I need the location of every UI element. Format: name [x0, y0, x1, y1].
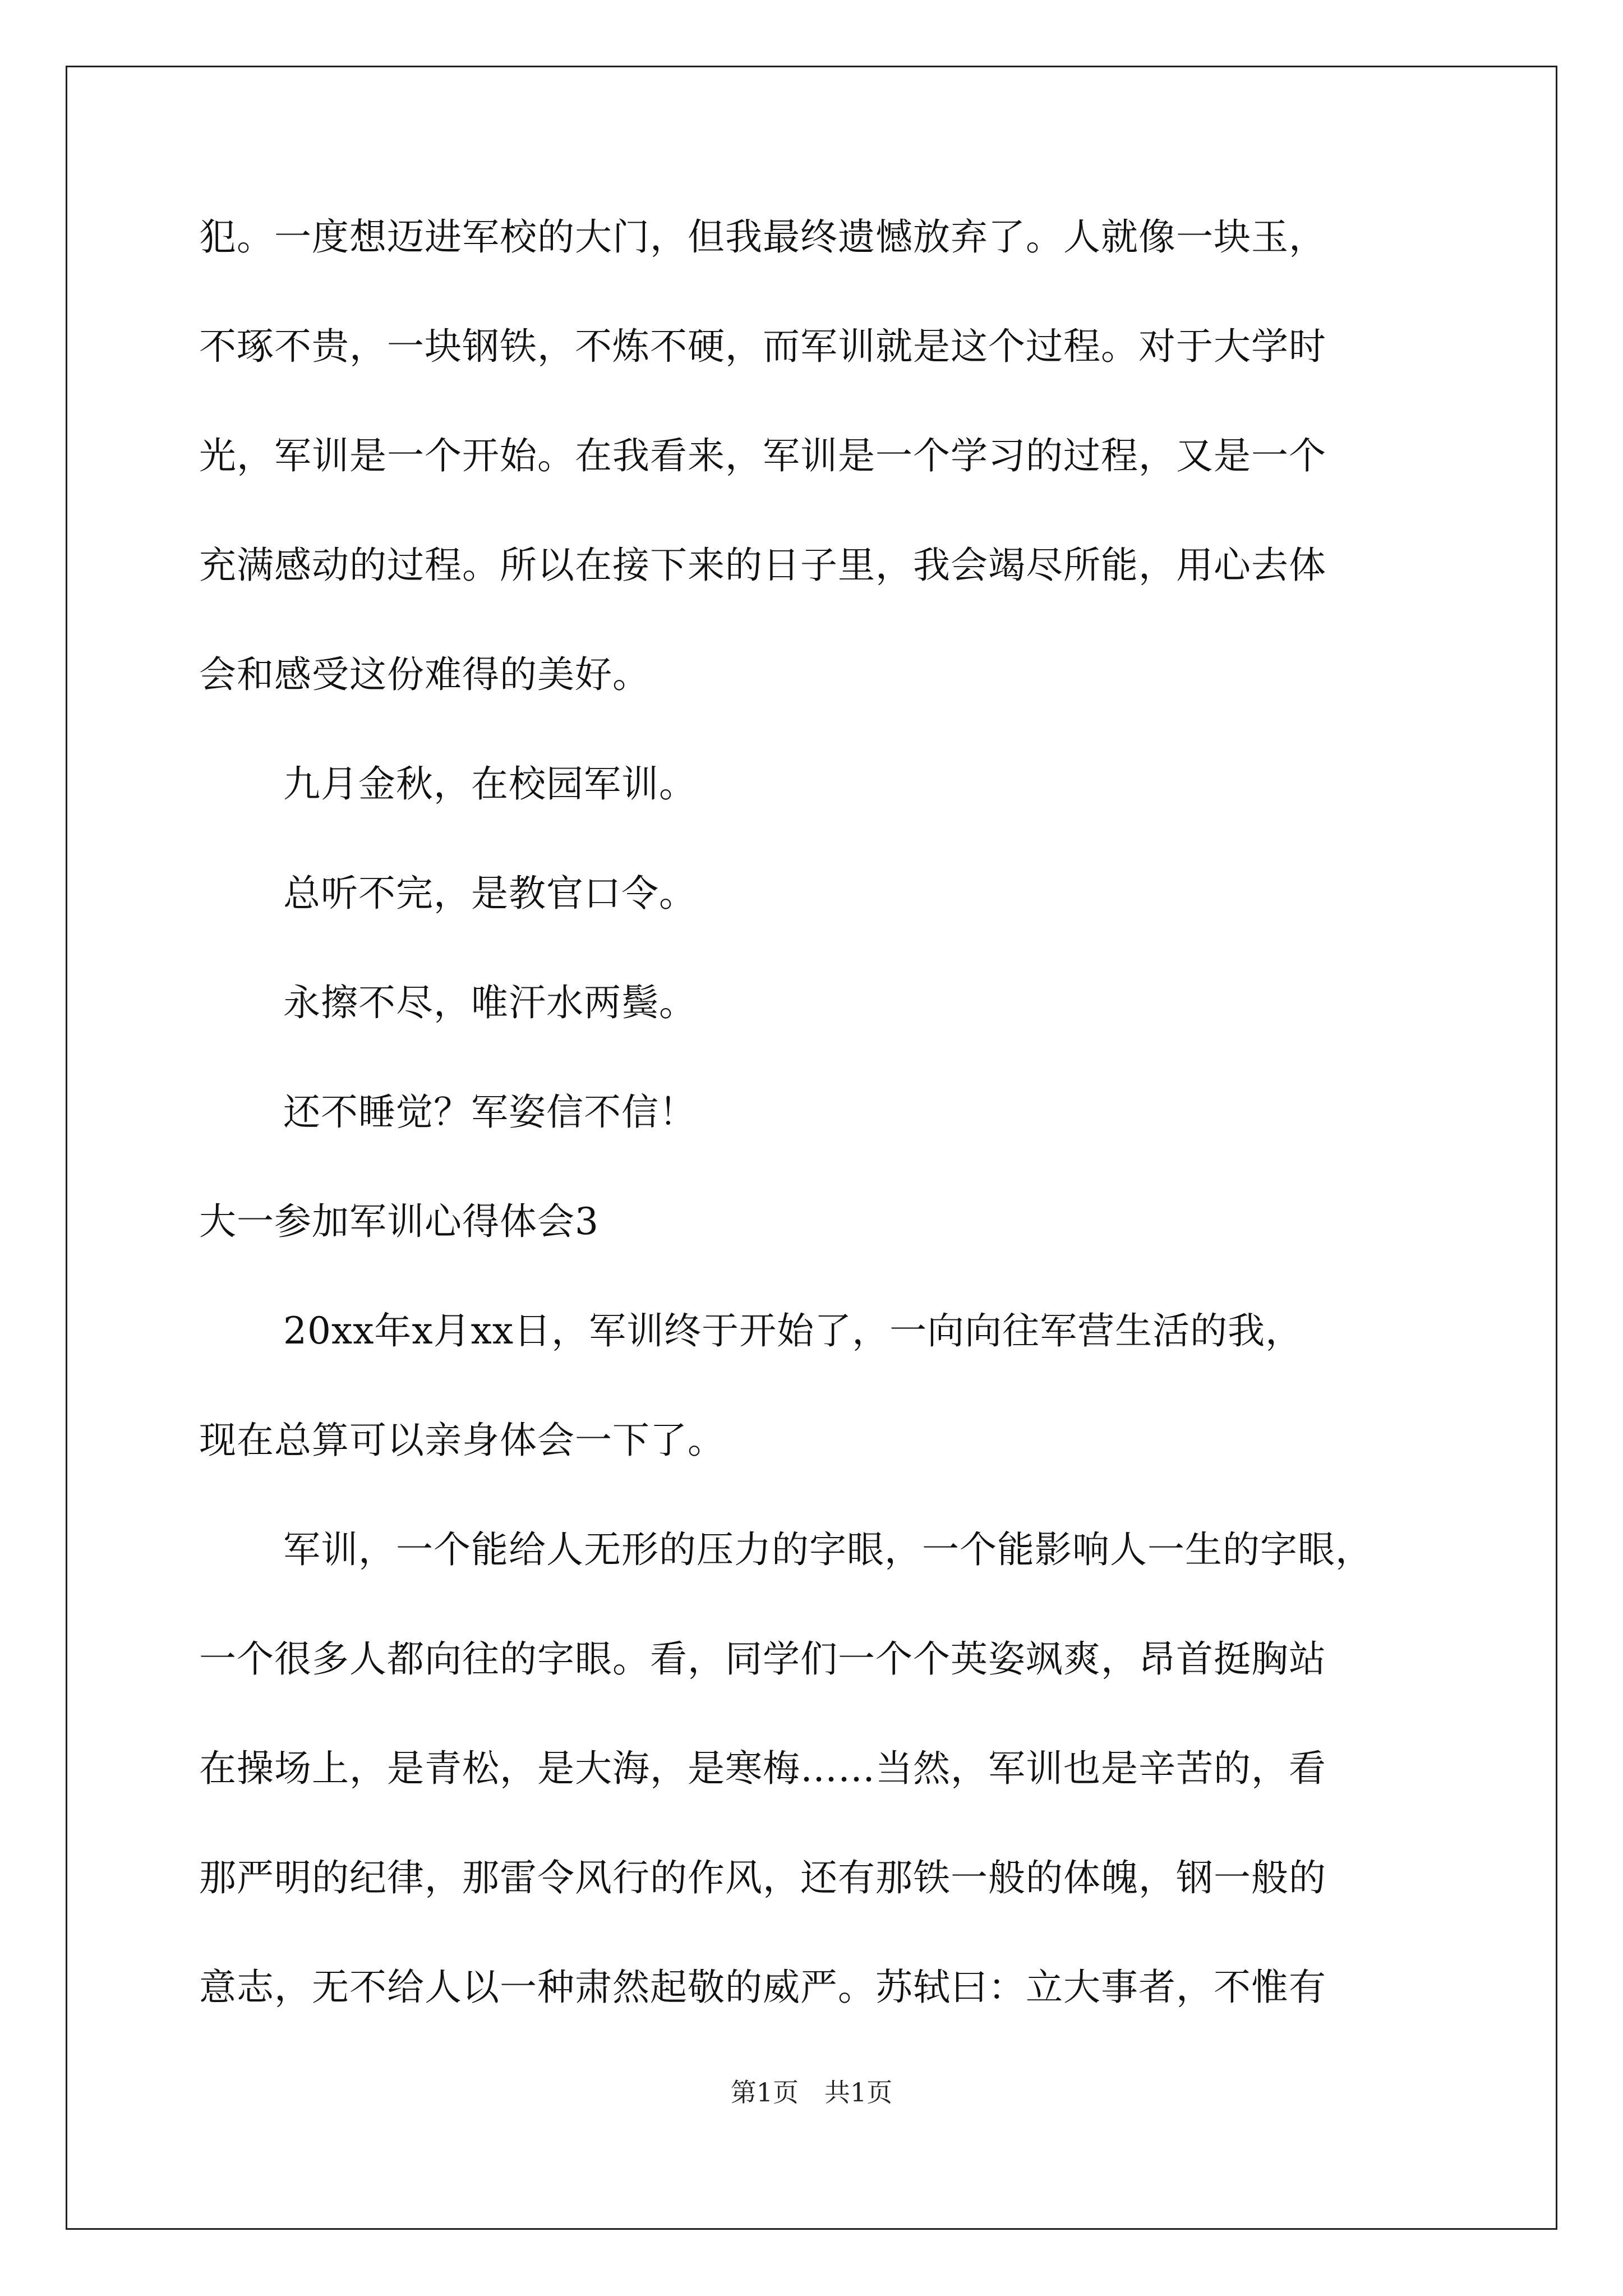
paragraph-line: 军训，一个能给人无形的压力的字眼，一个能影响人一生的字眼， — [283, 1528, 1373, 1571]
paragraph-line: 在操场上，是青松，是大海，是寒梅……当然，军训也是辛苦的，看 — [199, 1747, 1326, 1790]
paragraph-line: 犯。一度想迈进军校的大门，但我最终遗憾放弃了。人就像一块玉， — [199, 215, 1326, 259]
paragraph-line: 20xx年x月xx日，军训终于开始了，一向向往军营生活的我， — [283, 1309, 1303, 1352]
page-footer: 第1页 共1页 — [730, 2077, 893, 2108]
section-title: 大一参加军训心得体会3 — [199, 1200, 599, 1243]
poem-line: 还不睡觉？军姿信不信！ — [283, 1091, 697, 1134]
poem-line: 永擦不尽，唯汗水两鬓。 — [283, 981, 697, 1024]
paragraph-line: 不琢不贵，一块钢铁，不炼不硬，而军训就是这个过程。对于大学时 — [199, 325, 1326, 368]
paragraph-line: 充满感动的过程。所以在接下来的日子里，我会竭尽所能，用心去体 — [199, 544, 1326, 587]
paragraph-line: 会和感受这份难得的美好。 — [199, 653, 650, 696]
paragraph-line: 现在总算可以亲身体会一下了。 — [199, 1419, 725, 1462]
paragraph-line: 那严明的纪律，那雷令风行的作风，还有那铁一般的体魄，钢一般的 — [199, 1856, 1326, 1899]
page-border — [66, 66, 1557, 2230]
paragraph-line: 一个很多人都向往的字眼。看，同学们一个个英姿飒爽，昂首挺胸站 — [199, 1637, 1326, 1681]
poem-line: 九月金秋，在校园军训。 — [283, 762, 697, 806]
poem-line: 总听不完，是教官口令。 — [283, 872, 697, 915]
paragraph-line: 光，军训是一个开始。在我看来，军训是一个学习的过程，又是一个 — [199, 434, 1326, 477]
paragraph-line: 意志，无不给人以一种肃然起敬的威严。苏轼曰：立大事者，不惟有 — [199, 1966, 1326, 2009]
